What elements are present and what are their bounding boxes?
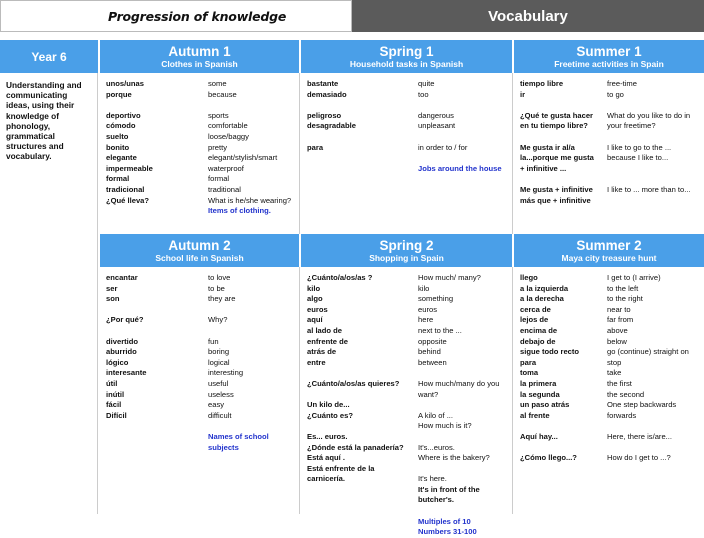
spring1-spanish [307, 79, 412, 153]
vocab-item [520, 443, 606, 454]
vocab-item: Numbers 31-100 [418, 527, 477, 537]
vocab-item: to the left [607, 283, 639, 293]
vocab-item: Multiples of 10 [418, 516, 471, 526]
vocab-item: want? [418, 389, 439, 399]
vocab-item: tradicional [106, 184, 145, 194]
vocab-item: al frente [520, 410, 550, 420]
vocab-item: It's here. [418, 474, 447, 484]
vocab-item: a la derecha [520, 294, 564, 304]
vocab-item: ir [520, 89, 526, 99]
vocab-item: What do you like to do in [607, 110, 691, 120]
vocab-item: some [208, 79, 227, 88]
vocab-item: I like to ... more than to... [607, 184, 691, 194]
vocabulary-title: Vocabulary [488, 7, 568, 25]
vocab-item: too [418, 89, 429, 99]
vocab-item: comfortable [208, 121, 248, 131]
spring2-english [418, 273, 512, 538]
vocab-item: lógico [106, 357, 129, 367]
vocab-item: subjects [208, 442, 239, 452]
autumn2-cell [100, 267, 299, 514]
vocab-item: porque [106, 89, 132, 99]
vocab-item: atrás de [307, 347, 337, 357]
vocab-item: ¿Cuánto/a/os/as ? [307, 273, 373, 282]
vocab-item: Where is the bakery? [418, 453, 490, 463]
vocab-item: para [307, 142, 324, 152]
vocab-item: Es... euros. [307, 431, 348, 441]
summer2-cell [514, 267, 704, 514]
vocab-item [607, 174, 704, 185]
year-description: Understanding and communicating ideas, using their knowledge of phonology, grammatical structures and vocabulary. [6, 80, 82, 162]
vocab-item: Why? [208, 315, 228, 325]
vocab-item: useful [208, 378, 229, 388]
vocab-item: en tu tiempo libre? [520, 121, 588, 131]
vocab-item: elegante [106, 153, 137, 163]
autumn1-header [100, 40, 299, 73]
vocab-item: because [208, 89, 237, 99]
spring2-title: Spring 2 [379, 238, 434, 253]
spring2-spanish [307, 273, 422, 485]
spring1-title: Spring 1 [379, 44, 434, 59]
vocab-item: la segunda [520, 389, 560, 399]
vocab-item: ser [106, 283, 118, 293]
vocab-item: llego [520, 273, 538, 282]
autumn2-title: Autumn 2 [168, 238, 231, 253]
vocab-item: free-time [607, 79, 637, 88]
vocab-item: behind [418, 347, 441, 357]
vocab-item: they are [208, 294, 236, 304]
vocab-item: Items of clothing. [208, 206, 271, 216]
vocab-item: tiempo libre [520, 79, 564, 88]
vocab-item: Difícil [106, 410, 127, 420]
vocab-item: A kilo of ... [418, 410, 454, 420]
vocab-item: to the right [607, 294, 643, 304]
vocab-item [208, 100, 302, 111]
vocab-item: How much is it? [418, 421, 472, 431]
progression-of-knowledge-header [0, 0, 352, 32]
vocab-item: interesting [208, 368, 244, 378]
summer1-title: Summer 1 [576, 44, 642, 59]
summer2-english [607, 273, 704, 464]
vocab-item: below [607, 336, 627, 346]
vocab-item: enfrente de [307, 336, 348, 346]
vocab-item: kilo [307, 283, 321, 293]
vocab-item: dangerous [418, 110, 454, 120]
vocab-item: the first [607, 378, 632, 388]
vocab-item: to love [208, 273, 231, 282]
vocab-item: cómodo [106, 121, 136, 131]
vocab-item [418, 432, 512, 443]
vocab-item [418, 100, 512, 111]
vocab-item: algo [307, 294, 323, 304]
vocab-item: What is he/she wearing? [208, 195, 292, 205]
vocab-item: encima de [520, 325, 558, 335]
vocab-item [307, 390, 422, 401]
summer1-cell [514, 73, 704, 234]
autumn2-english [208, 273, 302, 453]
vocab-item: useless [208, 389, 234, 399]
year-label: Year 6 [0, 40, 98, 73]
vocab-item: It's...euros. [418, 442, 455, 452]
vocab-item: in order to / for [418, 142, 468, 152]
vocab-item: inútil [106, 389, 125, 399]
year-description-cell [0, 73, 98, 514]
vocab-item: ¿Cuánto/a/os/as quieres? [307, 378, 400, 388]
autumn1-spanish [106, 79, 204, 206]
vocab-item [607, 132, 704, 143]
vocab-item: aquí [307, 315, 323, 325]
autumn1-subtitle: Clothes in Spanish [161, 59, 238, 69]
vocab-item: butcher's. [418, 495, 454, 505]
vocab-item: útil [106, 378, 118, 388]
vocab-item: here [418, 315, 434, 325]
spring1-english [418, 79, 512, 174]
vocab-item [307, 132, 412, 143]
vocab-item: divertido [106, 336, 139, 346]
summer2-subtitle: Maya city treasure hunt [561, 253, 657, 263]
vocab-item: fácil [106, 400, 122, 410]
spring2-cell [301, 267, 512, 537]
vocab-item: above [607, 325, 628, 335]
vocab-item: euros [307, 304, 328, 314]
vocab-item: Names of school [208, 431, 269, 441]
vocab-item: your freetime? [607, 121, 656, 131]
vocab-item: desagradable [307, 121, 356, 131]
vocab-item: to go [607, 89, 624, 99]
vocab-item: something [418, 294, 454, 304]
vocab-item: a la izquierda [520, 283, 569, 293]
progression-title: Progression of knowledge [108, 8, 287, 24]
vocab-item: deportivo [106, 110, 141, 120]
vocab-item: Está enfrente de la [307, 463, 375, 473]
vocab-item [106, 100, 204, 111]
vocab-item: ¿Dónde está la panadería? [307, 442, 404, 452]
vocab-item [520, 174, 606, 185]
grid-divider [512, 267, 513, 514]
vocab-item [520, 421, 606, 432]
summer2-header [514, 234, 704, 267]
vocab-item: bastante [307, 79, 339, 88]
summer1-subtitle: Freetime activities in Spain [554, 59, 664, 69]
vocab-item [520, 132, 606, 143]
vocab-item [208, 326, 302, 337]
vocab-item: unos/unas [106, 79, 144, 88]
vocab-item: boring [208, 347, 230, 357]
vocab-item [208, 421, 302, 432]
vocab-item: far from [607, 315, 634, 325]
vocab-item [307, 100, 412, 111]
vocab-item: kilo [418, 283, 430, 293]
vocab-item: because I like to... [607, 153, 669, 163]
spring1-cell [301, 73, 512, 234]
vocab-item: Aquí hay... [520, 431, 558, 441]
vocab-item [607, 421, 704, 432]
autumn1-english [208, 79, 302, 217]
autumn2-subtitle: School life in Spanish [155, 253, 244, 263]
vocab-item: go (continue) straight on [607, 347, 689, 357]
vocab-item: suelto [106, 131, 129, 141]
vocab-item [520, 100, 606, 111]
vocab-item: stop [607, 357, 622, 367]
vocab-item [418, 153, 512, 164]
vocab-item: impermeable [106, 163, 153, 173]
vocab-item [418, 400, 512, 411]
vocab-item: between [418, 357, 447, 367]
vocab-item: next to the ... [418, 325, 462, 335]
vocab-item: Me gusta ir al/a [520, 142, 575, 152]
spring2-header [301, 234, 512, 267]
vocab-item: toma [520, 368, 539, 378]
summer1-spanish [520, 79, 606, 206]
vocab-item: the second [607, 389, 645, 399]
vocab-item: near to [607, 304, 631, 314]
vocab-item: pretty [208, 142, 227, 152]
vocab-item: How do I get to ...? [607, 453, 671, 463]
vocab-item: ¿Cómo llego...? [520, 453, 577, 463]
vocab-item: quite [418, 79, 435, 88]
vocab-item: ¿Cuánto es? [307, 410, 353, 420]
vocab-item: sigue todo recto [520, 347, 580, 357]
vocab-item: How much/ many? [418, 273, 481, 282]
vocab-item: Un kilo de... [307, 400, 350, 410]
vocab-item [106, 326, 204, 337]
vocab-item: formal [208, 174, 230, 184]
summer1-header [514, 40, 704, 73]
vocab-item [106, 305, 204, 316]
vocab-item [307, 421, 422, 432]
vocab-item: entre [307, 357, 326, 367]
vocab-item: Está aquí . [307, 453, 345, 463]
vocab-item: interesante [106, 368, 147, 378]
vocab-item: elegant/stylish/smart [208, 153, 278, 163]
vocab-item: la primera [520, 378, 557, 388]
vocab-item: How much/many do you [418, 378, 500, 388]
spring2-subtitle: Shopping in Spain [369, 253, 444, 263]
vocab-item: logical [208, 357, 230, 367]
vocab-item: para [520, 357, 537, 367]
vocab-item: euros [418, 304, 437, 314]
autumn1-title: Autumn 1 [168, 44, 231, 59]
vocab-item: opposite [418, 336, 447, 346]
autumn1-cell [100, 73, 299, 234]
vocab-item: ¿Qué te gusta hacer [520, 110, 594, 120]
vocab-item [607, 100, 704, 111]
vocab-item: One step backwards [607, 400, 677, 410]
vocab-item: forwards [607, 410, 637, 420]
summer2-spanish [520, 273, 606, 464]
vocab-item: ¿Qué lleva? [106, 195, 150, 205]
spring1-subtitle: Household tasks in Spanish [349, 59, 464, 69]
vocab-item: Me gusta + infinitive [520, 184, 593, 194]
vocab-item: difficult [208, 410, 232, 420]
vocab-item: bonito [106, 142, 130, 152]
vocab-item: lejos de [520, 315, 549, 325]
vocab-item [307, 368, 422, 379]
vocab-item: loose/baggy [208, 131, 249, 141]
vocab-item [418, 506, 512, 517]
vocab-item [418, 464, 512, 475]
vocab-item: I like to go to the ... [607, 142, 672, 152]
autumn2-spanish [106, 273, 204, 421]
vocab-item: to be [208, 283, 225, 293]
vocab-item: take [607, 368, 622, 378]
autumn2-header [100, 234, 299, 267]
summer2-title: Summer 2 [576, 238, 642, 253]
vocab-item [418, 132, 512, 143]
vocab-item: easy [208, 400, 225, 410]
vocab-item: fun [208, 336, 219, 346]
vocab-item: carnicería. [307, 474, 345, 484]
vocab-item: la...porque me gusta [520, 153, 594, 163]
vocab-item: demasiado [307, 89, 347, 99]
vocab-item: Jobs around the house [418, 163, 502, 173]
vocab-item: unpleasant [418, 121, 456, 131]
vocab-item: formal [106, 174, 130, 184]
vocab-item: más que + infinitive [520, 195, 591, 205]
vocab-item: Here, there is/are... [607, 431, 672, 441]
vocabulary-header [352, 0, 704, 32]
vocab-item [208, 305, 302, 316]
vocab-item [418, 368, 512, 379]
vocab-item: It's in front of the [418, 484, 480, 494]
vocab-item [607, 164, 704, 175]
spring1-header [301, 40, 512, 73]
vocab-item: encantar [106, 273, 138, 282]
summer1-english [607, 79, 704, 196]
vocab-item: un paso atrás [520, 400, 570, 410]
vocab-item: traditional [208, 184, 241, 194]
vocab-item: waterproof [208, 163, 244, 173]
vocab-item: peligroso [307, 110, 342, 120]
vocab-item: + infinitive ... [520, 163, 567, 173]
grid-divider [512, 73, 513, 234]
vocab-item: al lado de [307, 325, 343, 335]
vocab-item: debajo de [520, 336, 556, 346]
vocab-item: aburrido [106, 347, 137, 357]
vocab-item: sports [208, 110, 229, 120]
vocab-item: ¿Por qué? [106, 315, 144, 325]
vocab-item: I get to (I arrive) [607, 273, 661, 282]
vocab-item: son [106, 294, 120, 304]
vocab-item: cerca de [520, 304, 551, 314]
vocab-item [607, 443, 704, 454]
